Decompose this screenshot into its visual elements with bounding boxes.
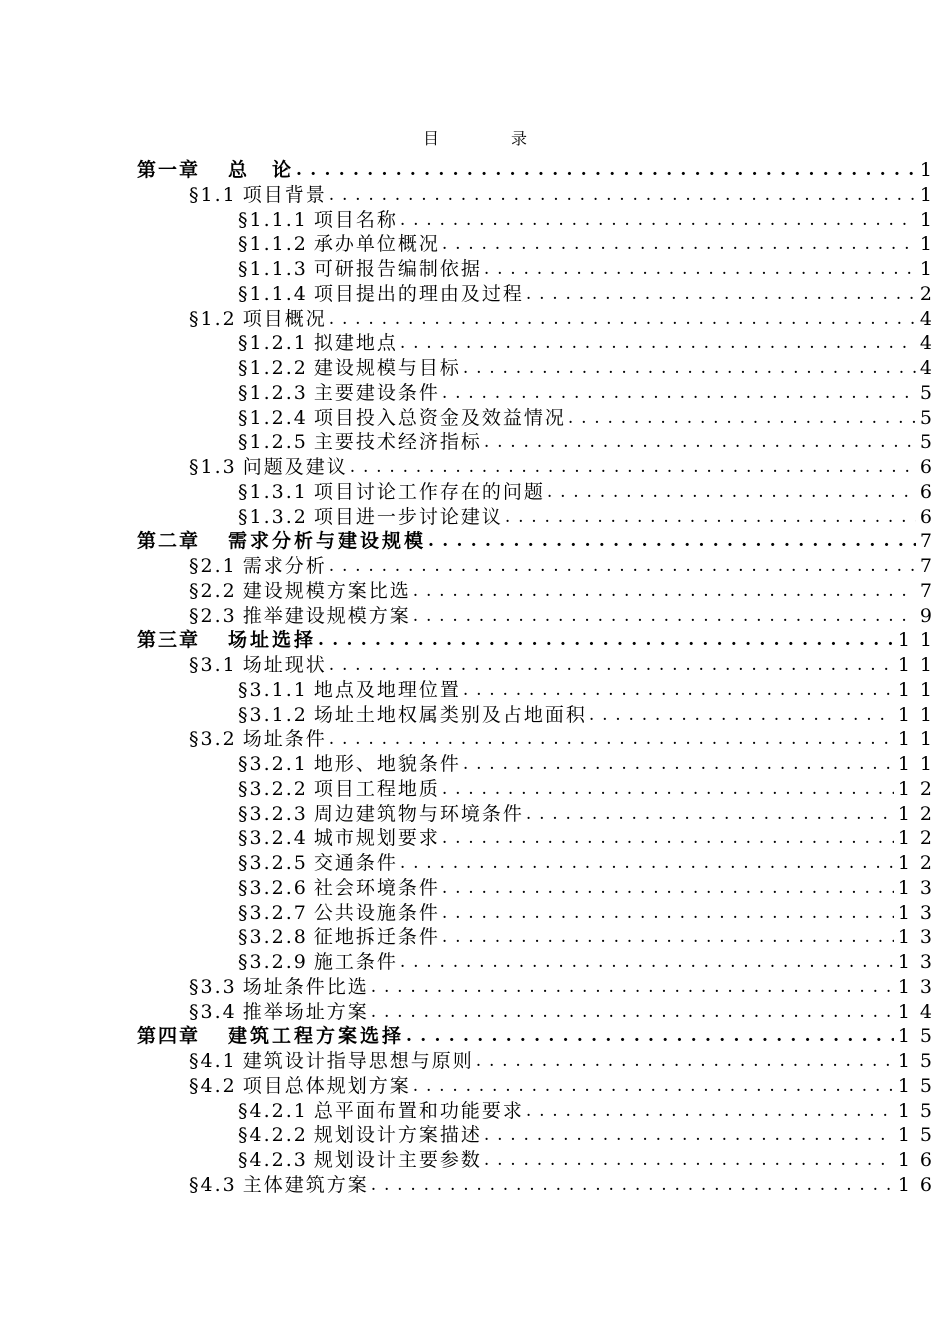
toc-page-number: 11 <box>897 728 942 751</box>
toc-entry-number: 第二章 <box>137 530 201 553</box>
dot-leader <box>428 529 916 554</box>
dot-leader <box>484 430 916 455</box>
dot-leader <box>413 1074 894 1099</box>
toc-entry-title: 地形、地貌条件 <box>313 753 461 775</box>
toc-page-number: 14 <box>897 1000 942 1023</box>
toc-subsection-entry[interactable] <box>0 331 942 356</box>
dot-leader <box>413 604 916 629</box>
toc-entry-title: 公共设施条件 <box>313 901 440 924</box>
toc-chapter-entry[interactable] <box>0 529 942 554</box>
dot-leader <box>476 1049 894 1074</box>
toc-subsection-entry[interactable] <box>0 950 942 975</box>
toc-page-number: 16 <box>897 1149 942 1171</box>
toc-page-number: 11 <box>897 753 942 775</box>
dot-leader <box>371 975 894 1000</box>
toc-entry-number: §1.1.1 <box>238 208 308 231</box>
toc-section-entry[interactable] <box>0 1049 942 1074</box>
toc-subsection-entry[interactable] <box>0 356 942 381</box>
toc-chapter-entry[interactable] <box>0 1024 942 1049</box>
toc-page-number: 16 <box>897 1173 942 1196</box>
toc-entry-heading <box>238 430 482 455</box>
dot-leader <box>329 183 916 208</box>
toc-entry-heading <box>238 950 398 975</box>
toc-entry-number: §3.2.5 <box>238 852 308 874</box>
toc-section-entry[interactable] <box>0 1000 942 1025</box>
toc-entry-number: §3.2.6 <box>238 876 308 899</box>
toc-page-number: 12 <box>897 827 942 850</box>
dot-leader <box>526 802 894 827</box>
toc-subsection-entry[interactable] <box>0 925 942 950</box>
toc-entry-title: 主要建设条件 <box>313 381 440 404</box>
toc-entry-title: 场址条件比选 <box>242 975 369 998</box>
toc-entry-heading <box>189 604 411 629</box>
toc-subsection-entry[interactable] <box>0 480 942 505</box>
toc-entry-heading <box>137 529 426 554</box>
toc-page-number: 13 <box>897 926 942 949</box>
toc-entry-number: §3.1 <box>189 654 237 676</box>
dot-leader <box>318 628 894 653</box>
toc-entry-number: §4.2.3 <box>238 1149 308 1171</box>
toc-entry-heading <box>189 1049 474 1074</box>
toc-entry-title: 建筑工程方案选择 <box>228 1025 405 1048</box>
toc-entry-heading <box>238 331 398 356</box>
dot-leader <box>329 727 894 752</box>
toc-entry-title: 项目工程地质 <box>313 777 440 800</box>
toc-page-number: 11 <box>897 703 942 726</box>
toc-subsection-entry[interactable] <box>0 232 942 257</box>
toc-page-number: 13 <box>897 975 942 998</box>
toc-entry-heading <box>238 1148 482 1173</box>
dot-leader <box>442 925 894 950</box>
toc-entry-number: §1.1.2 <box>238 233 308 256</box>
toc-entry-number: §1.3.1 <box>238 480 308 503</box>
toc-section-entry[interactable] <box>0 554 942 579</box>
toc-page-number: 6 <box>919 505 942 528</box>
toc-page-number: 4 <box>919 332 942 355</box>
toc-entry-title: 需求分析 <box>242 555 327 577</box>
toc-entry-heading <box>189 579 411 604</box>
toc-page-number: 1 <box>919 159 942 181</box>
toc-entry-title: 地点及地理位置 <box>313 678 461 701</box>
toc-entry-title: 主体建筑方案 <box>242 1173 369 1196</box>
toc-page-number: 1 <box>919 208 942 231</box>
toc-entry-heading <box>238 851 398 876</box>
toc-subsection-entry[interactable] <box>0 1099 942 1124</box>
toc-subsection-entry[interactable] <box>0 406 942 431</box>
toc-page-number: 6 <box>919 456 942 478</box>
toc-entry-title: 施工条件 <box>313 951 398 973</box>
dot-leader <box>568 406 916 431</box>
toc-entry-heading <box>238 802 524 827</box>
toc-entry-heading <box>238 232 440 257</box>
dot-leader <box>442 381 916 406</box>
dot-leader <box>400 851 894 876</box>
dot-leader <box>400 950 894 975</box>
toc-entry-heading <box>238 406 566 431</box>
toc-entry-heading <box>238 480 545 505</box>
toc-entry-title: 征地拆迁条件 <box>313 926 440 949</box>
toc-page-number: 5 <box>919 381 942 404</box>
dot-leader <box>400 331 916 356</box>
toc-entry-heading <box>189 975 369 1000</box>
toc-entry-title: 项目名称 <box>313 208 398 231</box>
toc-entry-title: 规划设计主要参数 <box>313 1149 482 1171</box>
toc-page-number: 12 <box>897 777 942 800</box>
toc-entry-number: §4.2 <box>189 1074 237 1097</box>
dot-leader <box>442 876 894 901</box>
toc-subsection-entry[interactable] <box>0 901 942 926</box>
toc-entry-title: 总平面布置和功能要求 <box>313 1099 524 1122</box>
dot-leader <box>329 554 916 579</box>
toc-section-entry[interactable] <box>0 1173 942 1198</box>
toc-section-entry[interactable] <box>0 604 942 629</box>
toc-entry-heading <box>137 1024 404 1049</box>
toc-entry-number: 第三章 <box>137 629 201 652</box>
toc-entry-title: 可研报告编制依据 <box>313 258 482 280</box>
toc-page-number: 15 <box>897 1025 942 1048</box>
toc-page-number: 2 <box>919 282 942 305</box>
toc-page-number: 11 <box>897 629 942 652</box>
toc-entry-number: §1.1.3 <box>238 258 308 280</box>
toc-entry-title: 项目进一步讨论建议 <box>313 505 503 528</box>
toc-entry-title: 承办单位概况 <box>313 233 440 256</box>
toc-entry-heading <box>238 356 461 381</box>
toc-entry-title: 城市规划要求 <box>313 827 440 850</box>
dot-leader <box>463 678 894 703</box>
toc-subsection-entry[interactable] <box>0 752 942 777</box>
toc-subsection-entry[interactable] <box>0 777 942 802</box>
toc-entry-heading <box>238 1099 524 1124</box>
toc-entry-title: 推举建设规模方案 <box>242 604 411 627</box>
toc-entry-title: 建设规模方案比选 <box>242 579 411 602</box>
toc-page-number: 12 <box>897 802 942 825</box>
toc-entry-title: 项目概况 <box>242 307 327 330</box>
dot-leader <box>442 777 894 802</box>
toc-page-number: 6 <box>919 480 942 503</box>
toc-page-number: 4 <box>919 307 942 330</box>
toc-page-number: 11 <box>897 678 942 701</box>
toc-entry-heading <box>189 1000 369 1025</box>
toc-entry-number: 第一章 <box>137 159 201 181</box>
toc-entry-title: 总 论 <box>228 159 295 181</box>
toc-entry-title: 场址土地权属类别及占地面积 <box>313 703 587 726</box>
toc-page-number: 13 <box>897 876 942 899</box>
toc-entry-title: 社会环境条件 <box>313 876 440 899</box>
toc-entry-heading <box>238 826 440 851</box>
toc-entry-number: §3.2 <box>189 728 237 751</box>
dot-leader <box>350 455 916 480</box>
toc-entry-heading <box>238 1123 482 1148</box>
toc-entry-number: §3.2.7 <box>238 901 308 924</box>
toc-entry-number: §3.2.2 <box>238 777 308 800</box>
dot-leader <box>371 1000 894 1025</box>
toc-entry-title: 项目背景 <box>242 183 327 206</box>
toc-entry-number: §2.3 <box>189 604 237 627</box>
toc-entry-title: 规划设计方案描述 <box>313 1124 482 1147</box>
toc-entry-number: §1.2 <box>189 307 237 330</box>
toc-entry-number: §1.2.3 <box>238 381 308 404</box>
dot-leader <box>484 1123 894 1148</box>
toc-entry-title: 场址选择 <box>228 629 317 652</box>
dot-leader <box>463 752 894 777</box>
toc-subsection-entry[interactable] <box>0 1148 942 1173</box>
toc-entry-number: §3.4 <box>189 1000 237 1023</box>
toc-entry-title: 项目讨论工作存在的问题 <box>313 480 545 503</box>
toc-entry-number: §4.2.2 <box>238 1124 308 1147</box>
toc-entry-heading <box>238 901 440 926</box>
toc-entry-number: §3.2.9 <box>238 951 308 973</box>
toc-entry-number: §1.1 <box>189 183 237 206</box>
toc-subsection-entry[interactable] <box>0 257 942 282</box>
dot-leader <box>526 282 916 307</box>
toc-page-number: 15 <box>897 1099 942 1122</box>
toc-entry-heading <box>238 678 461 703</box>
toc-entry-number: §3.2.1 <box>238 753 308 775</box>
toc-page-number: 13 <box>897 901 942 924</box>
toc-entry-title: 周边建筑物与环境条件 <box>313 802 524 825</box>
toc-entry-number: §2.2 <box>189 579 237 602</box>
toc-entry-title: 需求分析与建设规模 <box>228 530 427 553</box>
dot-leader <box>406 1024 894 1049</box>
toc-page-number: 15 <box>897 1124 942 1147</box>
toc-entry-number: §3.2.3 <box>238 802 308 825</box>
toc-entry-title: 拟建地点 <box>313 332 398 355</box>
toc-entry-heading <box>189 183 327 208</box>
toc-subsection-entry[interactable] <box>0 208 942 233</box>
toc-entry-heading <box>238 282 524 307</box>
dot-leader <box>484 1148 894 1173</box>
toc-page-number: 7 <box>919 530 942 553</box>
toc-section-entry[interactable] <box>0 727 942 752</box>
toc-entry-number: §1.2.4 <box>238 406 308 429</box>
page-title: 目 录 <box>422 129 555 148</box>
toc-page-number: 7 <box>919 555 942 577</box>
toc-entry-heading <box>189 727 327 752</box>
toc-subsection-entry[interactable] <box>0 505 942 530</box>
toc-entry-number: §1.3 <box>189 456 237 478</box>
toc-entry-heading <box>189 653 327 678</box>
toc-entry-heading <box>238 505 503 530</box>
dot-leader <box>442 901 894 926</box>
toc-section-entry[interactable] <box>0 975 942 1000</box>
toc-entry-heading <box>238 752 461 777</box>
toc-page-number: 5 <box>919 431 942 454</box>
dot-leader <box>400 208 916 233</box>
toc-page-number: 12 <box>897 852 942 874</box>
toc-entry-title: 场址现状 <box>242 654 327 676</box>
toc-entry-title: 场址条件 <box>242 728 327 751</box>
toc-section-entry[interactable] <box>0 183 942 208</box>
toc-entry-number: §3.2.4 <box>238 827 308 850</box>
toc-page-number: 7 <box>919 579 942 602</box>
dot-leader <box>547 480 916 505</box>
toc-entry-number: 第四章 <box>137 1025 201 1048</box>
toc-subsection-entry[interactable] <box>0 851 942 876</box>
toc-page-number: 4 <box>919 357 942 379</box>
toc-subsection-entry[interactable] <box>0 678 942 703</box>
toc-entry-number: §4.1 <box>189 1050 237 1072</box>
dot-leader <box>371 1173 894 1198</box>
toc-entry-title: 主要技术经济指标 <box>313 431 482 454</box>
toc-entry-number: §1.3.2 <box>238 505 308 528</box>
toc-page-number: 9 <box>919 604 942 627</box>
toc-entry-number: §3.1.2 <box>238 703 308 726</box>
toc-entry-heading <box>238 208 398 233</box>
table-of-contents <box>0 158 950 1198</box>
toc-entry-heading <box>189 307 327 332</box>
dot-leader <box>442 826 894 851</box>
toc-entry-title: 问题及建议 <box>242 456 348 478</box>
dot-leader <box>413 579 916 604</box>
toc-entry-heading <box>137 158 294 183</box>
toc-entry-number: §1.2.5 <box>238 431 308 454</box>
toc-subsection-entry[interactable] <box>0 1123 942 1148</box>
toc-entry-number: §4.3 <box>189 1173 237 1196</box>
dot-leader <box>526 1099 894 1124</box>
toc-page-number: 13 <box>897 951 942 973</box>
toc-entry-title: 建设规模与目标 <box>313 357 461 379</box>
toc-page-number: 15 <box>897 1050 942 1072</box>
toc-page-number: 5 <box>919 406 942 429</box>
toc-page-number: 11 <box>897 654 942 676</box>
toc-section-entry[interactable] <box>0 653 942 678</box>
toc-entry-number: §3.2.8 <box>238 926 308 949</box>
toc-subsection-entry[interactable] <box>0 430 942 455</box>
toc-entry-title: 项目提出的理由及过程 <box>313 282 524 305</box>
toc-entry-heading <box>189 1074 411 1099</box>
toc-entry-heading <box>189 554 327 579</box>
toc-chapter-entry[interactable] <box>0 628 942 653</box>
toc-section-entry[interactable] <box>0 455 942 480</box>
toc-section-entry[interactable] <box>0 1074 942 1099</box>
toc-entry-number: §3.1.1 <box>238 678 308 701</box>
toc-entry-title: 建筑设计指导思想与原则 <box>242 1050 474 1072</box>
dot-leader <box>442 232 916 257</box>
dot-leader <box>329 307 916 332</box>
toc-entry-number: §3.3 <box>189 975 237 998</box>
toc-entry-title: 推举场址方案 <box>242 1000 369 1023</box>
toc-entry-heading <box>238 257 482 282</box>
toc-entry-heading <box>238 703 587 728</box>
dot-leader <box>296 158 916 183</box>
dot-leader <box>505 505 916 530</box>
toc-entry-heading <box>238 925 440 950</box>
toc-page-number: 1 <box>919 258 942 280</box>
toc-entry-title: 项目总体规划方案 <box>242 1074 411 1097</box>
toc-entry-heading <box>189 455 348 480</box>
dot-leader <box>589 703 894 728</box>
toc-entry-title: 交通条件 <box>313 852 398 874</box>
toc-entry-heading <box>189 1173 369 1198</box>
toc-subsection-entry[interactable] <box>0 381 942 406</box>
toc-page-number: 1 <box>919 183 942 206</box>
toc-page-number: 15 <box>897 1074 942 1097</box>
toc-subsection-entry[interactable] <box>0 826 942 851</box>
toc-page-number: 1 <box>919 233 942 256</box>
dot-leader <box>484 257 916 282</box>
toc-section-entry[interactable] <box>0 307 942 332</box>
toc-entry-title: 项目投入总资金及效益情况 <box>313 406 566 429</box>
toc-entry-number: §2.1 <box>189 555 237 577</box>
dot-leader <box>463 356 916 381</box>
toc-entry-number: §1.2.1 <box>238 332 308 355</box>
toc-entry-number: §1.1.4 <box>238 282 308 305</box>
toc-section-entry[interactable] <box>0 579 942 604</box>
toc-subsection-entry[interactable] <box>0 703 942 728</box>
toc-subsection-entry[interactable] <box>0 876 942 901</box>
toc-entry-heading <box>238 876 440 901</box>
toc-subsection-entry[interactable] <box>0 282 942 307</box>
dot-leader <box>329 653 894 678</box>
toc-entry-number: §1.2.2 <box>238 357 308 379</box>
toc-chapter-entry[interactable] <box>0 158 942 183</box>
toc-entry-number: §4.2.1 <box>238 1099 308 1122</box>
toc-entry-heading <box>137 628 316 653</box>
toc-entry-heading <box>238 777 440 802</box>
toc-subsection-entry[interactable] <box>0 802 942 827</box>
toc-entry-heading <box>238 381 440 406</box>
